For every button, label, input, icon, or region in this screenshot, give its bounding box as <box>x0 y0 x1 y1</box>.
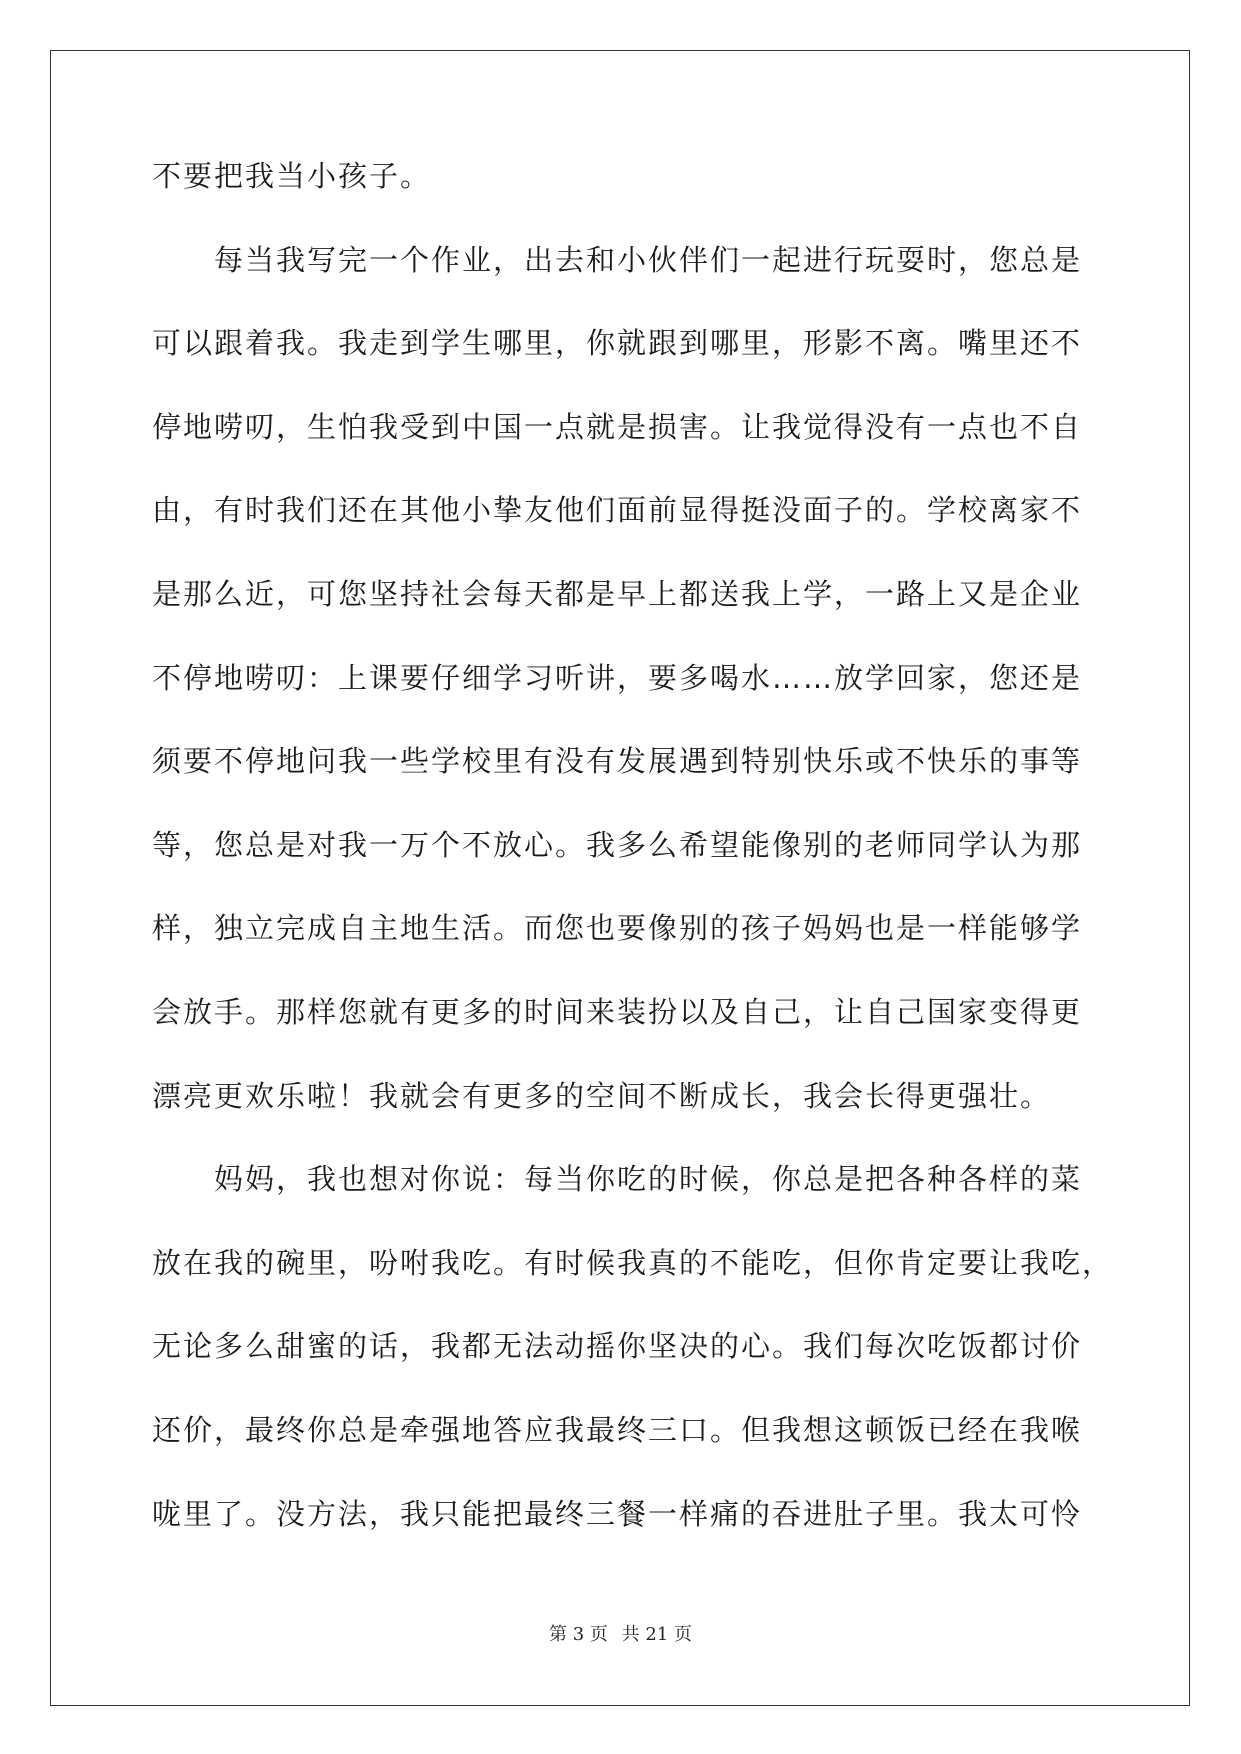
text-line: 漂亮更欢乐啦！我就会有更多的空间不断成长，我会长得更强壮。 <box>152 1078 1052 1113</box>
text-line: 每当我写完一个作业，出去和小伙伴们一起进行玩耍时，您总是 <box>152 242 1083 277</box>
text-line: 还价，最终你总是牵强地答应我最终三口。但我想这顿饭已经在我喉 <box>152 1412 1083 1447</box>
text-line: 放在我的碗里，吩咐我吃。有时候我真的不能吃，但你肯定要让我吃， <box>152 1245 1114 1280</box>
text-line: 妈妈，我也想对你说：每当你吃的时候，你总是把各种各样的菜 <box>152 1162 1083 1197</box>
page-footer <box>0 1620 1241 1646</box>
text-line: 停地唠叨，生怕我受到中国一点就是损害。让我觉得没有一点也不自 <box>152 409 1083 444</box>
text-line: 等，您总是对我一万个不放心。我多么希望能像别的老师同学认为那 <box>152 827 1083 862</box>
text-line: 无论多么甜蜜的话，我都无法动摇你坚决的心。我们每次吃饭都讨价 <box>152 1329 1083 1364</box>
text-line: 不要把我当小孩子。 <box>152 159 432 193</box>
page-total: 共 21 页 <box>621 1624 692 1645</box>
text-line: 样，独立完成自主地生活。而您也要像别的孩子妈妈也是一样能够学 <box>152 911 1083 946</box>
text-line: 须要不停地问我一些学校里有没有发展遇到特别快乐或不快乐的事等 <box>152 744 1083 779</box>
text-line: 不停地唠叨：上课要仔细学习听讲，要多喝水……放学回家，您还是 <box>152 660 1083 695</box>
page-number: 第 3 页 <box>549 1624 608 1645</box>
text-line: 会放手。那样您就有更多的时间来装扮以及自己，让自己国家变得更 <box>152 994 1083 1029</box>
text-line: 可以跟着我。我走到学生哪里，你就跟到哪里，形影不离。嘴里还不 <box>152 326 1083 361</box>
text-line: 由，有时我们还在其他小挚友他们面前显得挺没面子的。学校离家不 <box>152 493 1083 528</box>
text-line: 咙里了。没方法，我只能把最终三餐一样痛的吞进肚子里。我太可怜 <box>152 1496 1083 1531</box>
document-body <box>152 156 1114 1577</box>
text-line: 是那么近，可您坚持社会每天都是早上都送我上学，一路上又是企业 <box>152 576 1083 611</box>
